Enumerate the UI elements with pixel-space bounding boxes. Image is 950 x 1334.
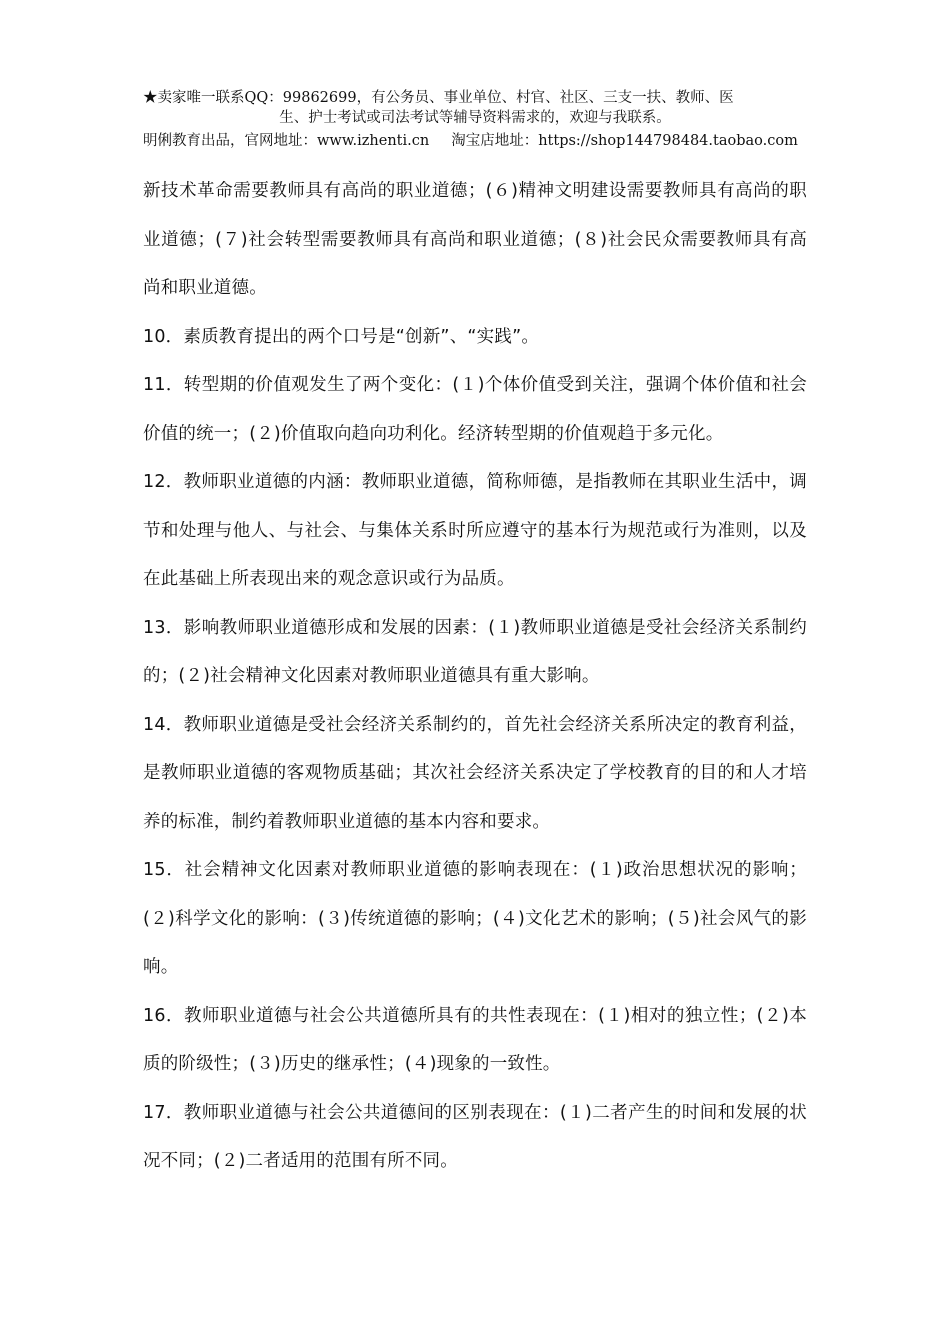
shop-address: 淘宝店地址：https://shop144798484.taobao.com [451,133,798,149]
paragraph-item-15: 15．社会精神文化因素对教师职业道德的影响表现在：(１)政治思想状况的影响；(２)科学文化的影响：(３)传统道德的影响；(４)文化艺术的影响；(５)社会风气的影响。 [143,860,807,977]
paragraph-item-11: 11．转型期的价值观发生了两个变化：(１)个体价值受到关注，强调个体价值和社会价值的统一；(２)价值取向趋向功利化。经济转型期的价值观趋于多元化。 [143,375,807,444]
paragraph-item-16: 16．教师职业道德与社会公共道德所具有的共性表现在：(１)相对的独立性；(２)本质的阶级性；(３)历史的继承性；(４)现象的一致性。 [143,1005,807,1074]
paragraph-item-17: 17．教师职业道德与社会公共道德间的区别表现在：(１)二者产生的时间和发展的状况不同；(２)二者适用的范围有所不同。 [143,1102,807,1171]
paragraph-item-14: 14．教师职业道德是受社会经济关系制约的，首先社会经济关系所决定的教育利益，是教师职业道德的客观物质基础；其次社会经济关系决定了学校教育的目的和人才培养的标准，制约着教师职业道德的基本内容和要求。 [143,714,807,832]
paragraph-item-12: 12．教师职业道德的内涵：教师职业道德，简称师德，是指教师在其职业生活中，调节和处理与他人、与社会、与集体关系时所应遵守的基本行为规范或行为准则，以及在此基础上所表现出来的观念意识或行为品质。 [143,472,807,589]
paragraph-item-13: 13．影响教师职业道德形成和发展的因素：(１)教师职业道德是受社会经济关系制约的；(２)社会精神文化因素对教师职业道德具有重大影响。 [143,617,807,686]
website-line [143,130,807,152]
seller-contact-line: ★卖家唯一联系QQ：99862699，有公务员、事业单位、村官、社区、三支一扶、教师、医 [143,90,734,106]
seller-contact-line-continued: 生、护士考试或司法考试等辅导资料需求的，欢迎与我联系。 [279,110,671,126]
page-header [143,88,807,152]
paragraph-item-10: 10．素质教育提出的两个口号是“创新”、“实践”。 [143,326,540,347]
document-body [143,167,807,1186]
paragraph-continuation: 新技术革命需要教师具有高尚的职业道德；(６)精神文明建设需要教师具有高尚的职业道德；(７)社会转型需要教师具有高尚和职业道德；(８)社会民众需要教师具有高尚和职业道德。 [143,181,807,298]
producer-website: 明俐教育出品，官网地址：www.izhenti.cn [143,133,430,149]
